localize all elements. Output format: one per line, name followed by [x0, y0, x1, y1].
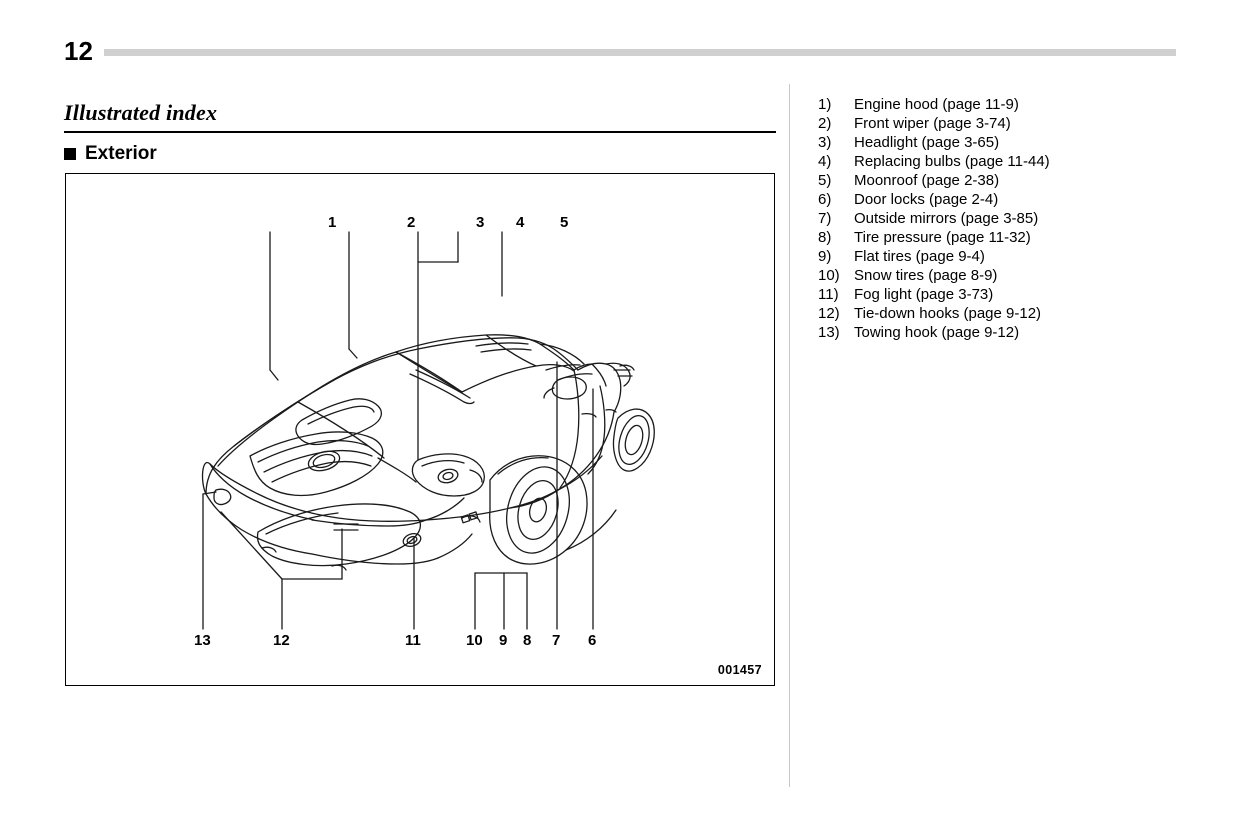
legend-label: Snow tires (page 8-9): [854, 267, 998, 284]
column-divider: [789, 84, 790, 787]
legend-label: Towing hook (page 9-12): [854, 324, 1020, 341]
list-item: [818, 323, 1218, 342]
list-item: [818, 114, 1218, 133]
legend-label: Tire pressure (page 11-32): [854, 229, 1031, 246]
square-bullet-icon: [64, 148, 76, 160]
list-item: [818, 266, 1218, 285]
callout-7: 7: [552, 632, 561, 649]
legend-label: Door locks (page 2-4): [854, 191, 999, 208]
legend-label: Moonroof (page 2-38): [854, 172, 1000, 189]
page-number: 12: [64, 36, 93, 66]
subsection-label: Exterior: [85, 143, 157, 164]
legend-label: Engine hood (page 11-9): [854, 96, 1019, 113]
legend-number: 7): [818, 210, 832, 227]
legend-list: [818, 95, 1218, 342]
list-item: [818, 133, 1218, 152]
legend-number: 8): [818, 229, 832, 246]
legend-number: 9): [818, 248, 832, 265]
title-underline: [64, 131, 776, 133]
list-item: [818, 152, 1218, 171]
callout-9: 9: [499, 632, 508, 649]
list-item: [818, 190, 1218, 209]
callout-11: 11: [405, 632, 421, 649]
legend-number: 1): [818, 96, 832, 113]
illustration-figure: [65, 173, 775, 686]
header-rule: [104, 49, 1176, 56]
list-item: [818, 95, 1218, 114]
legend-label: Fog light (page 3-73): [854, 286, 994, 303]
callout-4: 4: [516, 214, 525, 231]
list-item: [818, 171, 1218, 190]
legend-label: Tie-down hooks (page 9-12): [854, 305, 1042, 322]
figure-id: 001457: [717, 663, 762, 677]
legend-number: 2): [818, 115, 832, 132]
legend-label: Flat tires (page 9-4): [854, 248, 985, 265]
callout-5: 5: [560, 214, 569, 231]
list-item: [818, 209, 1218, 228]
legend-label: Headlight (page 3-65): [854, 134, 1000, 151]
list-item: [818, 228, 1218, 247]
callout-8: 8: [523, 632, 532, 649]
legend-number: 11): [818, 286, 839, 303]
vehicle-illustration: [66, 174, 774, 685]
legend-label: Outside mirrors (page 3-85): [854, 210, 1039, 227]
page-title: Illustrated index: [64, 100, 218, 125]
callout-2: 2: [407, 214, 416, 231]
callout-12: 12: [273, 632, 290, 649]
legend-number: 5): [818, 172, 832, 189]
legend-label: Front wiper (page 3-74): [854, 115, 1011, 132]
legend-number: 12): [818, 305, 840, 322]
callout-6: 6: [588, 632, 597, 649]
callout-13: 13: [194, 632, 211, 649]
legend-number: 3): [818, 134, 832, 151]
legend-number: 6): [818, 191, 832, 208]
list-item: [818, 304, 1218, 323]
list-item: [818, 285, 1218, 304]
subsection-heading: [64, 143, 157, 165]
callout-3: 3: [476, 214, 485, 231]
legend-label: Replacing bulbs (page 11-44): [854, 153, 1050, 170]
legend-number: 13): [818, 324, 840, 341]
callout-10: 10: [466, 632, 483, 649]
legend-number: 4): [818, 153, 832, 170]
callout-1: 1: [328, 214, 337, 231]
legend-number: 10): [818, 267, 840, 284]
list-item: [818, 247, 1218, 266]
